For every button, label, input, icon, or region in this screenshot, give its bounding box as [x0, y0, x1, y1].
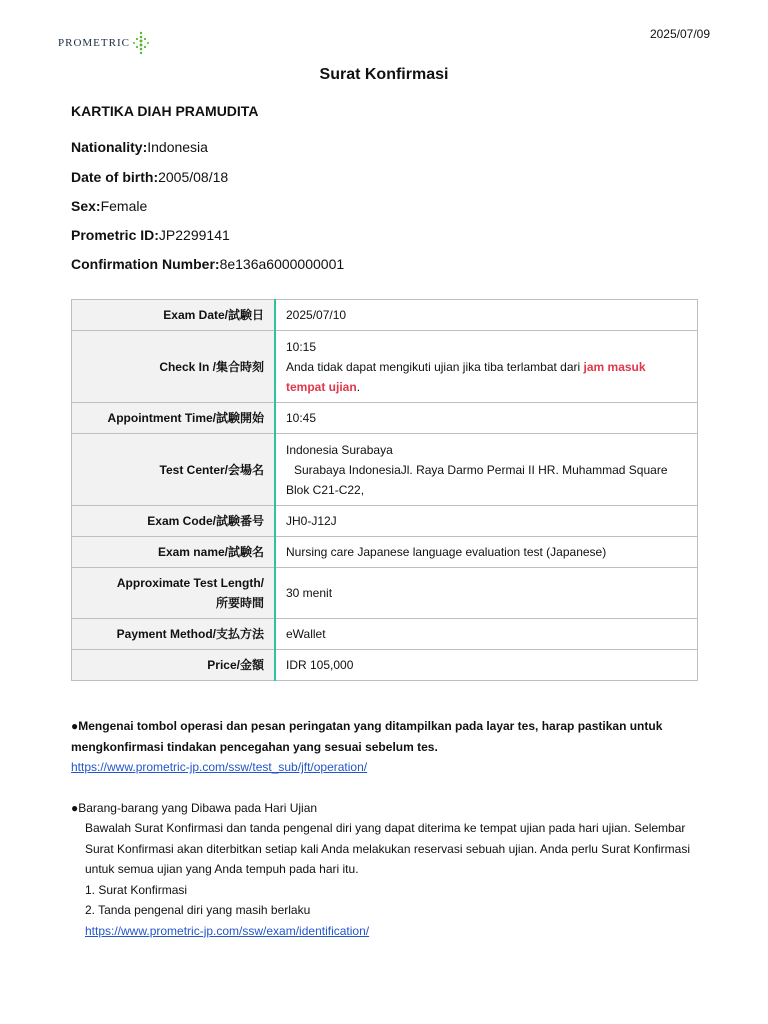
exam-date-label: Exam Date/試験日	[72, 300, 276, 331]
test-length-label-line1: Approximate Test Length/	[116, 576, 264, 590]
table-row	[72, 537, 698, 568]
test-length-value: 30 menit	[275, 568, 698, 619]
test-center-address: Surabaya IndonesiaJl. Raya Darmo Permai II HR. Muhammad Square Blok C21-C22,	[286, 462, 668, 497]
appointment-value: 10:45	[275, 403, 698, 434]
test-length-label-line2: 所要時間	[215, 596, 264, 610]
payment-method-label: Payment Method/支払方法	[72, 619, 276, 650]
dob-label: Date of birth:	[71, 169, 159, 185]
candidate-name: KARTIKA DIAH PRAMUDITA	[71, 103, 259, 119]
prometric-logo	[58, 30, 150, 56]
items-heading: ●Barang-barang yang Dibawa pada Hari Ujian	[71, 800, 318, 815]
table-row	[72, 506, 698, 537]
exam-code-label: Exam Code/試験番号	[72, 506, 276, 537]
payment-method-value: eWallet	[275, 619, 698, 650]
exam-details-table	[71, 299, 698, 681]
table-row	[72, 434, 698, 506]
test-center-name: Indonesia Surabaya	[286, 442, 393, 457]
nationality-value: Indonesia	[147, 139, 208, 155]
test-center-value	[275, 434, 698, 506]
table-row	[72, 331, 698, 403]
page-title: Surat Konfirmasi	[319, 66, 449, 83]
item-2: 2. Tanda pengenal diri yang masih berlaku	[85, 903, 311, 917]
table-row	[72, 619, 698, 650]
appointment-label: Appointment Time/試験開始	[72, 403, 276, 434]
dob-row	[71, 169, 228, 185]
price-label: Price/金額	[72, 650, 276, 681]
prometric-id-value: JP2299141	[158, 227, 230, 243]
price-value: IDR 105,000	[275, 650, 698, 681]
notes-section	[71, 716, 701, 941]
checkin-note-highlight: jam masuk tempat ujian	[286, 359, 646, 394]
item-1: 1. Surat Konfirmasi	[85, 882, 188, 897]
exam-name-label: Exam name/試験名	[72, 537, 276, 568]
dob-value: 2005/08/18	[158, 169, 229, 185]
sex-label: Sex:	[71, 198, 101, 214]
identification-link[interactable]: https://www.prometric-jp.com/ssw/exam/identification/	[85, 923, 370, 938]
checkin-note	[286, 357, 687, 397]
checkin-value	[275, 331, 698, 403]
items-body: Bawalah Surat Konfirmasi dan tanda pengenal diri yang dapat diterima ke tempat ujian pada hari ujian. Selembar Surat Konfirmasi akan diterbitkan setiap kali Anda melakukan reservasi sebuah ujian. Anda perlu Surat Konfirmasi untuk semua ujian yang Anda tempuh pada hari itu.	[85, 821, 690, 876]
test-center-label: Test Center/会場名	[72, 434, 276, 506]
confirmation-number-value: 8e136a6000000001	[219, 256, 345, 272]
confirmation-number-row	[71, 256, 344, 272]
checkin-note-end: .	[356, 379, 361, 394]
exam-date-value: 2025/07/10	[275, 300, 698, 331]
issue-date: 2025/07/09	[649, 27, 710, 41]
nationality-label: Nationality:	[71, 139, 148, 155]
table-row	[72, 568, 698, 619]
confirmation-number-label: Confirmation Number:	[71, 256, 220, 272]
sex-row	[71, 198, 147, 214]
exam-code-value: JH0-J12J	[275, 506, 698, 537]
table-row	[72, 300, 698, 331]
sex-value: Female	[100, 198, 148, 214]
exam-name-value: Nursing care Japanese language evaluation test (Japanese)	[275, 537, 698, 568]
checkin-label: Check In /集合時刻	[72, 331, 276, 403]
prometric-id-row	[71, 227, 230, 243]
checkin-time: 10:15	[286, 339, 317, 354]
nationality-row	[71, 139, 208, 155]
checkin-note-text: Anda tidak dapat mengikuti ujian jika tiba terlambat dari	[286, 359, 584, 374]
table-row	[72, 650, 698, 681]
logo-text: PROMETRIC	[58, 37, 130, 49]
prometric-star-icon	[132, 30, 150, 56]
test-length-label	[72, 568, 276, 619]
operation-link[interactable]: https://www.prometric-jp.com/ssw/test_sub/jft/operation/	[71, 760, 368, 774]
warning-text: ●Mengenai tombol operasi dan pesan peringatan yang ditampilkan pada layar tes, harap pastikan untuk mengkonfirmasi tindakan pencegahan yang sesuai sebelum tes.	[71, 719, 663, 754]
table-row	[72, 403, 698, 434]
prometric-id-label: Prometric ID:	[71, 227, 159, 243]
